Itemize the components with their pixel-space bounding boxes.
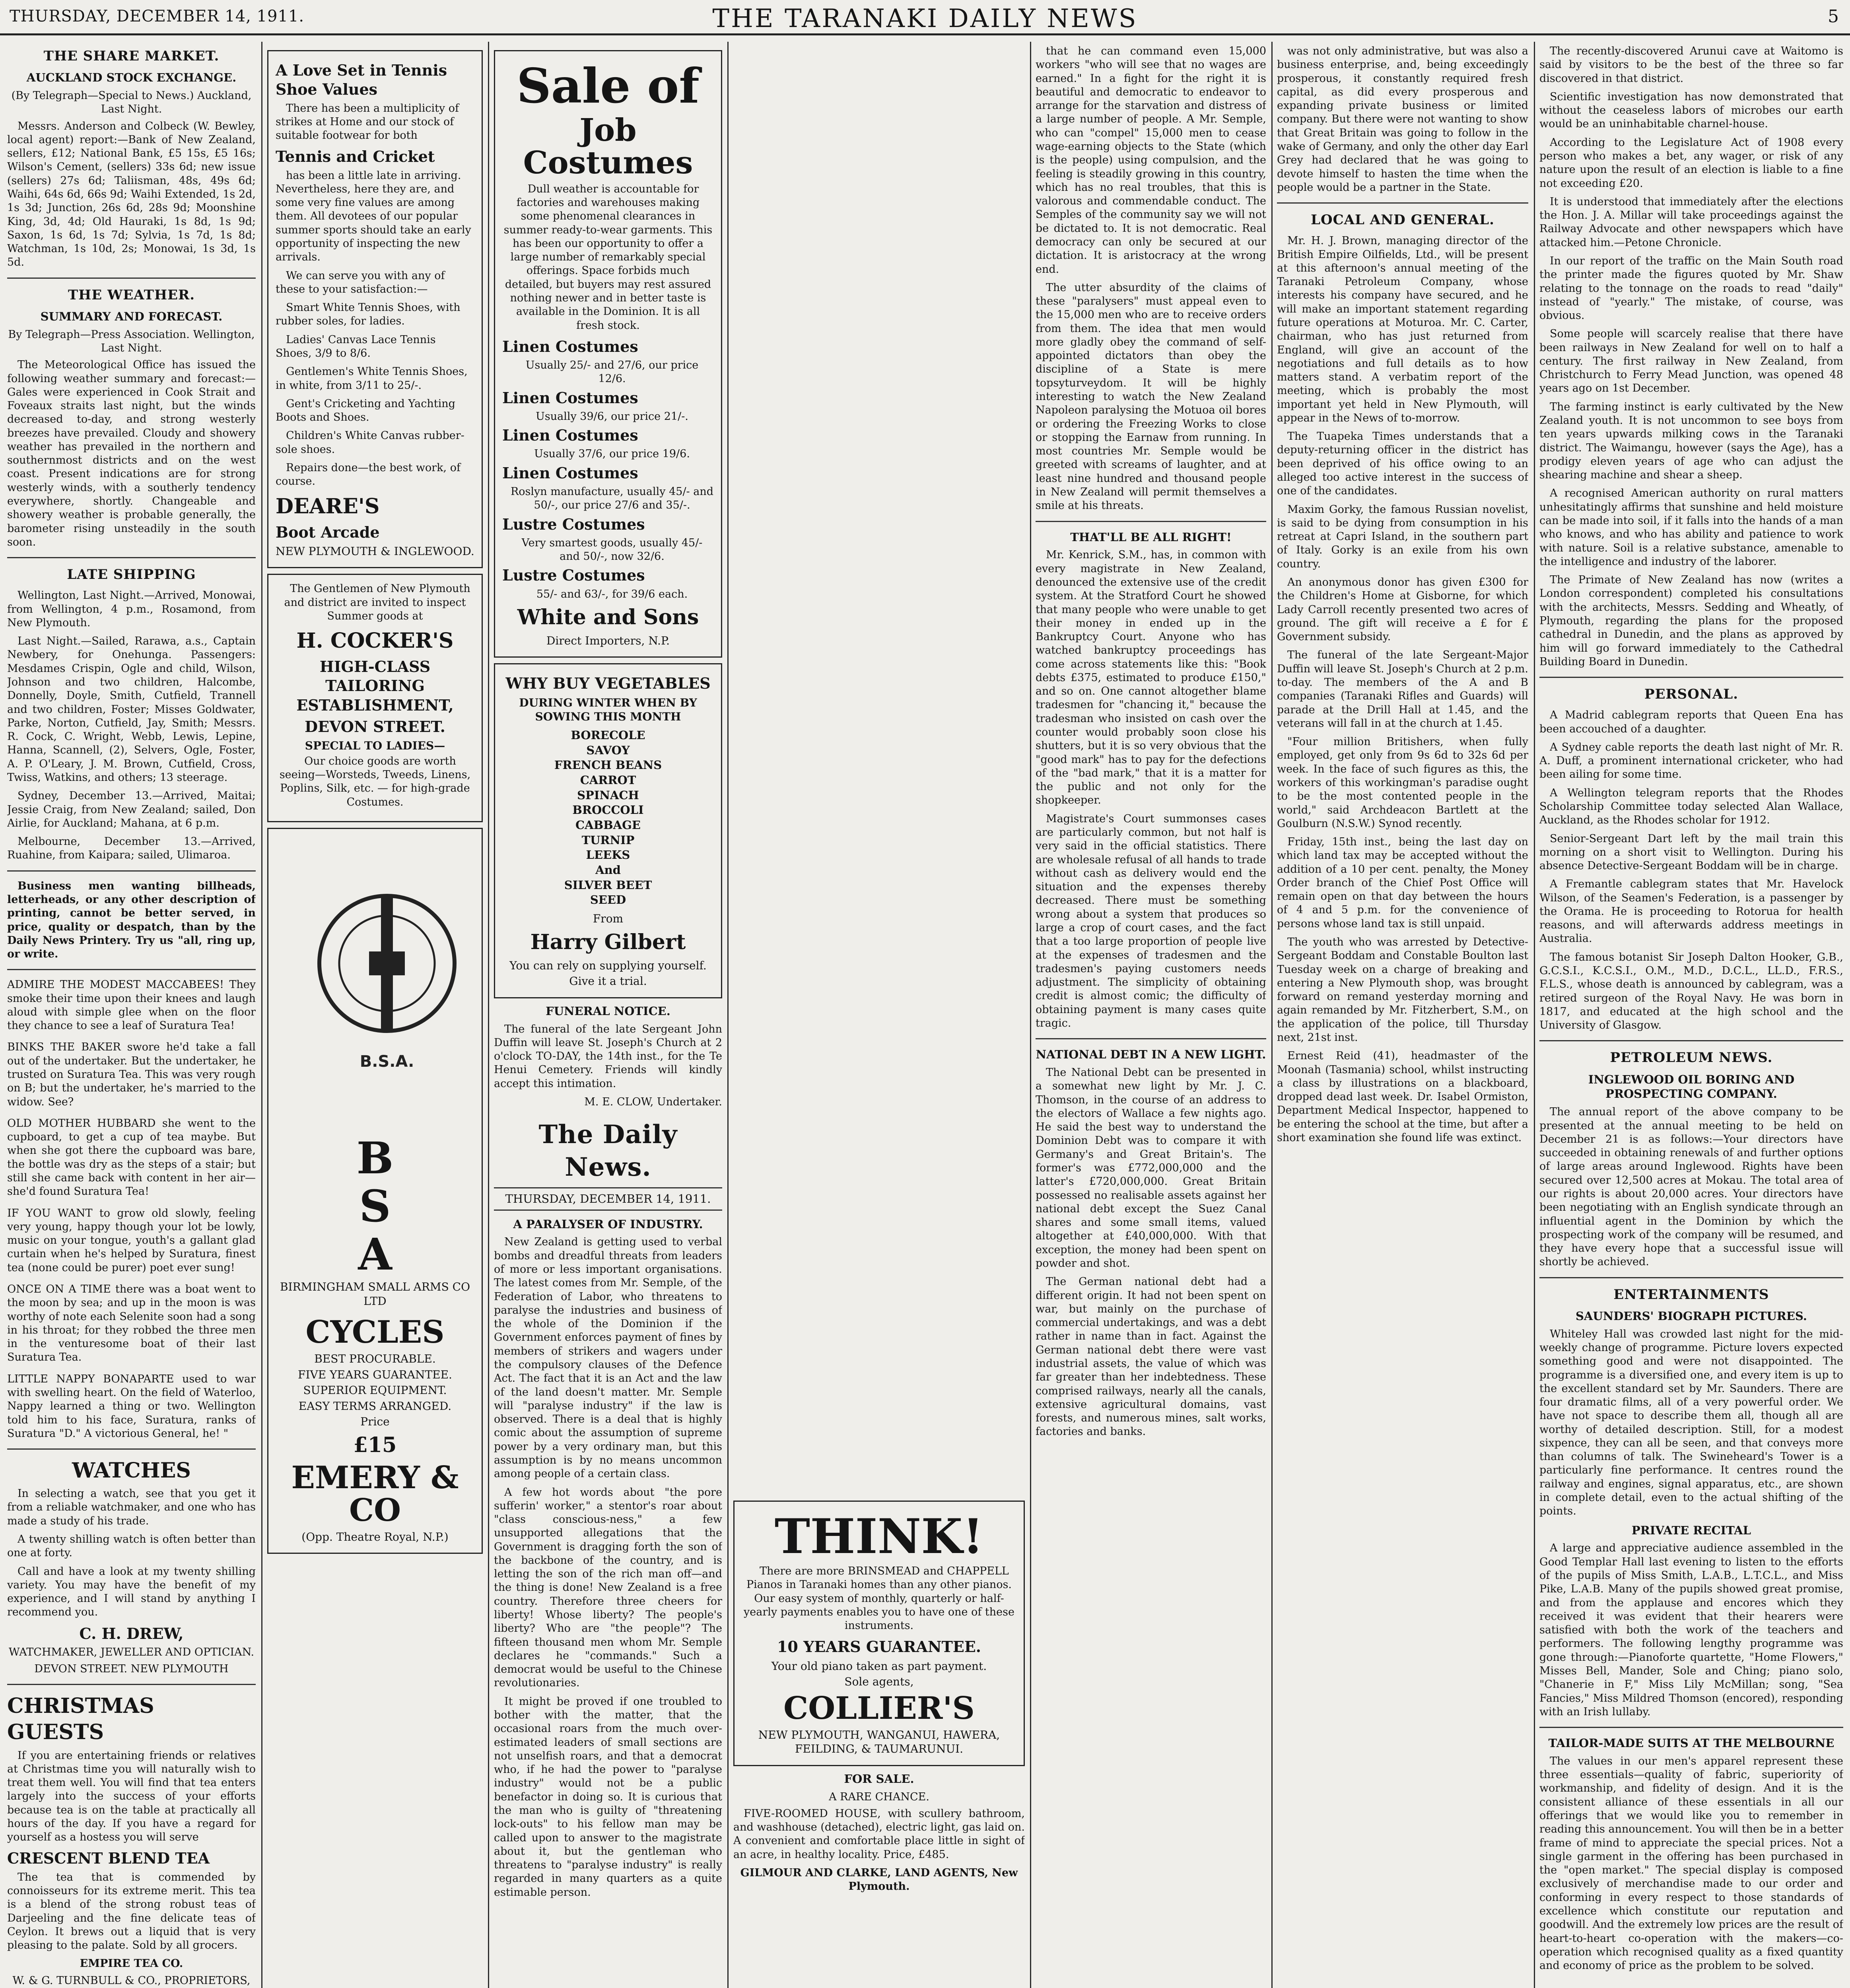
weather-subheading: SUMMARY AND FORECAST.	[40, 309, 223, 323]
tea-advert: LITTLE NAPPY BONAPARTE used to war with swelling heart. On the field of Waterloo, Nappy learned a thing or two. Wellington told him to his face, Suratura, ranks of Suratura "D." A victorious General, he! "	[7, 1373, 256, 1440]
running-head	[0, 0, 1850, 35]
empire-name: EMPIRE TEA CO.	[80, 1957, 183, 1970]
petroleum-heading: PETROLEUM NEWS.	[1610, 1050, 1773, 1066]
personal-item: Senior-Sergeant Dart left by the mail train this morning on a short visit to Wellington. During his absence Detective-Sergeant Boddam will be in charge.	[1539, 832, 1843, 872]
product-item: Gent's Cricketing and Yachting Boots and Shoes.	[276, 397, 455, 424]
personal-item: A Fremantle cablegram states that Mr. Havelock Wilson, of the Seamen's Federation, is a passenger by the Orama. He is proceeding to Rotorua for health reasons, and will afterwards address meetings in Australia.	[1539, 878, 1843, 945]
divider	[1539, 677, 1843, 678]
local-item: In our report of the traffic on the Main South road the printer made the figures quoted by Mr. Shaw relating to the tonnage on the roads to read "daily" instead of "yearly." The mistake, of course, was obvious.	[1539, 254, 1843, 322]
bsa-advert	[267, 828, 483, 1554]
shipping-item: Sydney, December 13.—Arrived, Maitai; Jessie Craig, from New Zealand; sailed, Don Airlie, for Auckland; Mahana, at 6 p.m.	[7, 790, 256, 829]
think-text: There are more BRINSMEAD and CHAPPELL Pianos in Taranaki homes than any other pianos. Our easy system of monthly, quarterly or half-yearly payments enables you to have one of these instruments.	[744, 1565, 1014, 1632]
vegetable-item: CABBAGE	[575, 818, 641, 832]
local-item: A recognised American authority on rural matters unhesitatingly affirms that sunshine and held moisture can be made into soil, if it falls into the hands of a man who knows, and who has ability and patience to work with nature. Soil is a relative substance, amenable to the intelligence and industry of the laborer.	[1539, 487, 1843, 568]
bsa-feature: SUPERIOR EQUIPMENT.	[303, 1384, 447, 1397]
vegetable-list	[502, 728, 714, 908]
entertainments-heading: ENTERTAINMENTS	[1613, 1286, 1769, 1303]
tailor-heading: TAILOR-MADE SUITS AT THE MELBOURNE	[1548, 1736, 1834, 1750]
white-sons-advert	[494, 50, 722, 658]
empire-proprietors: W. & G. TURNBULL & CO., PROPRIETORS,	[12, 1974, 251, 1987]
white-sons-name: White and Sons	[517, 605, 699, 629]
vegetable-item: SAVOY	[586, 743, 630, 757]
product-item: Smart White Tennis Shoes, with rubber soles, for ladies.	[276, 301, 461, 328]
petroleum-subheading: INGLEWOOD OIL BORING AND PROSPECTING COMPANY.	[1588, 1072, 1795, 1101]
product-item: Gentlemen's White Tennis Shoes, in white, from 3/11 to 25/-.	[276, 365, 468, 392]
share-report: Messrs. Anderson and Colbeck (W. Bewley, local agent) report:—Bank of New Zealand, sellers, £12; National Bank, £5 15s, £5 16s; Wilson's Cement, (sellers) 33s 6d; new issue (sellers) 27s 6d; Taliisman, 48s, 49s 6d; Waihi, 64s 6d, 66s 9d; Waihi Extended, 1s 2d, 1s 3d; Junction, 26s 6d, 28s 9d; Moonshine King, 3d, 4d; Old Hauraki, 1s 8d, 1s 9d; Saxon, 1s 6d, 1s 7d; Sylvia, 1s 7d, 1s 8d; Watchman, 1s 10d, 2s; Monowai, 1s 3d, 1s 5d.	[7, 120, 256, 269]
debt-continuation: was not only administrative, but was also a business enterprise, and, being exceedingly prosperous, it constantly required fresh capital, as did every prosperous and expanding private business or limited company. But there were not wanting to show that Great Britain was going to follow in the wake of Germany, and only the other day Earl Grey had declared that he was going to devote himself to hasten the time when the people would be a partner in the State.	[1277, 45, 1528, 194]
vegetable-item: SPINACH	[577, 788, 639, 802]
local-item: Some people will scarcely realise that there have been railways in New Zealand for well on to half a century. The first railway in New Zealand, from Christchurch to Ferry Mead Junction, was opened 48 years ago on 1st December.	[1539, 328, 1843, 395]
local-item: The recently-discovered Arunui cave at Waitomo is said by visitors to be the best of the three so far discovered in that district.	[1539, 45, 1843, 85]
cocker-name: H. COCKER'S	[296, 629, 454, 653]
local-item: Ernest Reid (41), headmaster of the Moonah (Tasmania) school, whilst instructing a class by illustrations on a blackboard, dropped dead last week. Dr. Isabel Ormiston, Department Medical Inspector, happened to be entering the school at the time, but after a short examination she found life was extinct.	[1277, 1050, 1528, 1144]
drew-trade: WATCHMAKER, JEWELLER AND OPTICIAN.	[8, 1646, 255, 1658]
product-item: Ladies' Canvas Lace Tennis Shoes, 3/9 to 8/6.	[276, 333, 436, 359]
job-costumes-heading: Job Costumes	[523, 112, 693, 181]
column-6	[1277, 45, 1528, 1988]
tea-advert: IF YOU WANT to grow old slowly, feeling very young, happy though your lot be lowly, music on your tongue, youth's a gallant glad curtain when he's helped by Suratura, finest tea (none could be purer) poet ever sung!	[7, 1207, 256, 1274]
emery-address: (Opp. Theatre Royal, N.P.)	[301, 1530, 449, 1543]
tea-advert: OLD MOTHER HUBBARD she went to the cupboard, to get a cup of tea maybe. But when she got there the cupboard was bare, the bottle was dry as the steps of a stair; but still she came back with content in her air—she'd found Suratura Tea!	[7, 1117, 256, 1198]
tea-advert: BINKS THE BAKER swore he'd take a fall out of the undertaker. But the undertaker, he trusted on Suratura Tea. This was very rough on B; but the undertaker, he's married to the widow. See?	[7, 1041, 256, 1108]
vegetable-item: CARROT	[580, 773, 636, 787]
bsa-price: £15	[353, 1433, 397, 1457]
vegetables-heading: WHY BUY VEGETABLES	[505, 674, 711, 693]
vegetable-item: SEED	[590, 893, 626, 907]
editorial-masthead: The Daily News.	[538, 1120, 678, 1182]
cocker-advert	[267, 574, 483, 822]
column-8	[1539, 45, 1843, 1988]
recital-review: A large and appreciative audience assembled in the Good Templar Hall last evening to listen to the efforts of the pupils of Miss Smith, L.A.B., L.T.C.L., and Miss Pike, L.A.B. Many of the pupils showed great promise, and from the applause and encores which they received it was evident that their hearers were satisfied with both the work of the teachers and performers. The following lengthy programme was gone through:—Pianoforte quartette, "Home Flowers," Misses Bell, Mander, Sole and Ching; piano solo, "Chanerie in F," Miss Lily McMillan; song, "Sea Fancies," Miss Mildred Thomson (encored), responding with an Irish lullaby.	[1539, 1542, 1843, 1718]
for-sale-agents: GILMOUR AND CLARKE, LAND AGENTS, New Plymouth.	[740, 1866, 1018, 1893]
shipping-item: Melbourne, December 13.—Arrived, Ruahine, from Kaipara; sailed, Ulimaroa.	[7, 835, 256, 862]
divider	[7, 1684, 256, 1685]
column-rule	[1271, 42, 1273, 1988]
for-sale-text: FIVE-ROOMED HOUSE, with scullery bathroom, and washhouse (detached), electric light, gas laid on. A convenient and comfortable place little in sight of an acre, in healthy locality. Price, £485.	[733, 1807, 1025, 1861]
editorial-dateline: THURSDAY, DECEMBER 14, 1911.	[494, 1187, 722, 1211]
page-number: 5	[1828, 6, 1839, 27]
bsa-feature: EASY TERMS ARRANGED.	[298, 1399, 452, 1413]
column-2	[267, 45, 483, 1988]
editorial-heading: A PARALYSER OF INDUSTRY.	[513, 1217, 703, 1231]
deare-address: NEW PLYMOUTH & INGLEWOOD.	[276, 544, 474, 558]
divider	[7, 278, 256, 279]
local-item: The Primate of New Zealand has now (writes a London correspondent) completed his consultations with the architects, Messrs. Sedding and Wheatly, of Plymouth, regarding the plans for the proposed cathedral in Dunedin, and the plans as approved by him will go forward immediately to the Cathedral Building Board in Dunedin.	[1539, 574, 1843, 668]
deare-name: DEARE'S	[276, 494, 380, 518]
column-rule	[1030, 42, 1031, 1988]
price-line: Usually 39/6, our price 21/-.	[536, 410, 688, 423]
linen-heading: Linen Costumes	[502, 464, 638, 482]
old-piano-line: Your old piano taken as part payment.	[771, 1659, 987, 1673]
watches-text: Call and have a look at my twenty shilling variety. You may have the benefit of my experience, and I will stand by anything I recommend you.	[7, 1565, 256, 1619]
vegetable-item: BORECOLE	[571, 728, 645, 742]
editorial-paragraph: that he can command even 15,000 workers "who will see that no wages are earned." In a fight for the right it is beautiful and democratic to endeavor to arrange for the starvation and distress of a large number of people. A Mr. Semple, who can "compel" 15,000 men to cease wage-earning objects to the State (which is the people) using compulsion, and the feeling is steadily growing in this country, which has no real troubles, that this is valorous and commendable conduct. The Semples of the community say we will not be dictated to. It is not democratic. Real democracy can only be secured at our dictation. It is aristocracy at the wrong end.	[1036, 45, 1266, 276]
national-debt-heading: NATIONAL DEBT IN A NEW LIGHT.	[1036, 1048, 1266, 1062]
guarantee-line: 10 YEARS GUARANTEE.	[777, 1638, 981, 1656]
column-rule	[1534, 42, 1535, 1988]
divider	[1277, 202, 1528, 204]
local-item: The Tuapeka Times understands that a deputy-returning officer in the district has been deprived of his office owing to an alleged too active interest in the success of one of the candidates.	[1277, 430, 1528, 497]
watches-text: A twenty shilling watch is often better than one at forty.	[7, 1533, 256, 1559]
sale-heading: Sale of	[517, 58, 700, 114]
colliers-towns: NEW PLYMOUTH, WANGANUI, HAWERA, FEILDING, & TAUMARUNUI.	[758, 1728, 1000, 1756]
crescent-heading: CRESCENT BLEND TEA	[7, 1849, 210, 1868]
credit-article-paragraph: Magistrate's Court summonses cases are particularly common, but not half is very said in the official statistics. There are wholesale refusal of all hands to trade without cash as delivery would end the situation and the expenses thereby decreased. There must be something wrong about a system that produces so large a crop of court cases, and the fact that a too large proportion of people live at the expenses of tradesmen and the tradesmen's paying customers needs adjustment. The simplicity of obtaining credit is almost comic; the difficulty of obtaining payment is many cases quite tragic.	[1036, 812, 1266, 1029]
weather-byline: By Telegraph—Press Association. Wellington, Last Night.	[8, 328, 255, 354]
local-item: Maxim Gorky, the famous Russian novelist, is said to be dying from consumption in his retreat at Capri Island, in the southern part of Italy. Gorky is an exile from his own country.	[1277, 503, 1528, 570]
editorial-paragraph: New Zealand is getting used to verbal bombs and dreadful threats from leaders of more or less important organisations. The latest comes from Mr. Semple, of the Federation of Labor, who threatens to paralyse the industries and business of the whole of the Dominion if the Government enforces payment of fines by members of strikers and wagers under the compulsory clauses of the Defence Act. The fact that it is an Act and the law of the land doesn't matter. Mr. Semple will "paralyse industry" if the law is observed. There is a deal that is highly comic about the assumption of supreme power by a very ordinary man, but this assumption is by no means uncommon among people of a certain class.	[494, 1236, 722, 1480]
column-4	[733, 1495, 1025, 1988]
local-item: The funeral of the late Sergeant-Major Duffin will leave St. Joseph's Church at 2 p.m. to-day. The members of the A and B companies (Taranaki Rifles and Guards) will parade at the Drill Hall at 1.45, and the veterans will fall in at the church at 1.45.	[1277, 649, 1528, 730]
vegetable-item: SILVER BEET	[564, 878, 652, 892]
svg-text:B.S.A.: B.S.A.	[360, 1052, 414, 1071]
sole-agents-label: Sole agents,	[844, 1675, 914, 1689]
funeral-text: The funeral of the late Sergeant John Duffin will leave St. Joseph's Church at 2 o'clock TO-DAY, the 14th inst., for the Te Henui Cemetery. Friends will kindly accept this intimation.	[494, 1023, 722, 1090]
price-line: Roslyn manufacture, usually 45/- and 50/-, our price 27/6 and 35/-.	[510, 485, 714, 512]
cocker-special: SPECIAL TO LADIES—	[305, 739, 445, 753]
deare-advert	[267, 50, 483, 568]
lustre-heading: Lustre Costumes	[502, 566, 645, 584]
personal-item: The famous botanist Sir Joseph Dalton Hooker, G.B., G.C.S.I., K.C.S.I., O.M., M.D., D.C.L., LL.D., F.R.S., F.L.S., whose death is announced by cablegram, was a retired surgeon of the Royal Navy. He was born in 1817, and educated at the high school and the University of Glasgow.	[1539, 951, 1843, 1032]
price-line: 55/- and 63/-, for 39/6 each.	[536, 588, 688, 600]
column-rule	[488, 42, 489, 1988]
local-item: According to the Legislature Act of 1908 every person who makes a bet, any wager, or risk of any nature upon the result of an election is liable to a fine not exceeding £20.	[1539, 136, 1843, 190]
divider	[1539, 1277, 1843, 1278]
editorial-paragraph: The utter absurdity of the claims of these "paralysers" must appeal even to the 15,000 men who are to receive orders from them. The idea that men would more gladly obey the command of self-appointed dictators than obey the discipline of a State is mere topsyturveydom. It will be highly interesting to watch the New Zealand Napoleon paralysing the Motuoa oil bores or ordering the Freezing Works to close or stopping the Earnaw from running. In most countries Mr. Semple would be greeted with screams of laughter, and at least nine hundred and thousand people in New Zealand will permit themselves a smile at his threats.	[1036, 281, 1266, 512]
from-label: From	[593, 912, 624, 926]
guests-text: If you are entertaining friends or relatives at Christmas time you will naturally wish to treat them well. You will find that tea enters largely into the success of your efforts because tea is on the table at practically all hours of the day. If you have a regard for yourself as a hostess you will serve	[7, 1749, 256, 1844]
biograph-heading: SAUNDERS' BIOGRAPH PICTURES.	[1575, 1309, 1807, 1323]
cycles-heading: CYCLES	[305, 1314, 445, 1351]
gilbert-line: You can rely on supplying yourself.	[509, 959, 707, 972]
personal-item: A Sydney cable reports the death last night of Mr. R. A. Duff, a prominent international cricketer, who had been ailing for some time.	[1539, 741, 1843, 781]
bsa-logo-icon	[288, 844, 462, 1130]
lustre-heading: Lustre Costumes	[502, 515, 645, 533]
local-item: Mr. H. J. Brown, managing director of the British Empire Oilfields, Ltd., will be present at this afternoon's annual meeting of the Taranaki Petroleum Company, whose interests his company have secured, and he will make an important statement regarding future operations at Moturoa. Mr. C. Carter, chairman, who has just returned from England, will give an account of the negotiations and full details as to how matters stand. A verbatim report of the meeting, which is probably the most important yet held in New Plymouth, will appear in the News of to-morrow.	[1277, 235, 1528, 424]
vegetable-item: TURNIP	[581, 833, 635, 847]
credit-article-paragraph: Mr. Kenrick, S.M., has, in common with every magistrate in New Zealand, denounced the extensive use of the credit system. At the Stratford Court he showed that many people who were unable to get their money in ended up in the Bankruptcy Court. Anyone who has watched bankruptcy proceedings has come across statements like this: "Book debts £375, estimated to produce £150," and so on. One cannot altogether blame tradesmen for "chancing it," because the tradesman who insisted on cash over the counter would probably soon close his shutters, but it is so very obvious that the "good mark" has to pay for the defections of the "bad mark," that it is a matter for the public and not only for the shopkeeper.	[1036, 549, 1266, 807]
divider	[7, 1448, 256, 1450]
bsa-price-label: Price	[360, 1415, 390, 1429]
guests-heading: CHRISTMAS GUESTS	[7, 1694, 154, 1745]
biograph-review: Whiteley Hall was crowded last night for the mid-weekly change of programme. Picture lovers expected something good and were not disappointed. The programme is a diversified one, and every item is up to the excellent standard set by Mr. Saunders. There are four dramatic films, all of a very powerful order. We have not space to describe them all, though all are worthy of detailed description. Still, for a modest sixpence, they can all be seen, and that conveys more than columns of talk. The Swineheard's Tower is a particularly fine performance. It centres round the railway and engines, signal apparatus, etc., are shown in complete detail, even to the actual shifting of the points.	[1539, 1328, 1843, 1518]
emery-name: EMERY & CO	[291, 1459, 459, 1528]
printery-notice: Business men wanting billheads, letterheads, or any other description of printing, cannot be better served, in price, quality or despatch, than by the Daily News Printery. Try us "all, ring up, or write.	[7, 879, 256, 961]
local-general-heading: LOCAL AND GENERAL.	[1311, 212, 1494, 228]
linen-heading: Linen Costumes	[502, 388, 638, 407]
issue-date: THURSDAY, DECEMBER 14, 1911.	[10, 7, 305, 25]
cocker-establishment: HIGH-CLASS TAILORING ESTABLISHMENT,	[296, 658, 454, 714]
funeral-signature: M. E. CLOW, Undertaker.	[584, 1095, 722, 1108]
local-item: It is understood that immediately after the elections the Hon. J. A. Millar will take proceedings against the Railway Advocate and other newspapers which have attacked him.—Petone Chronicle.	[1539, 195, 1843, 249]
drew-name: C. H. DREW,	[79, 1624, 184, 1642]
shipping-heading: LATE SHIPPING	[67, 567, 196, 583]
cocker-intro: The Gentlemen of New Plymouth and district are invited to inspect Summer goods at	[284, 582, 470, 622]
bsa-letter: B	[356, 1132, 394, 1184]
gilbert-name: Harry Gilbert	[530, 930, 686, 954]
divider	[1539, 1040, 1843, 1041]
bsa-feature: BEST PROCURABLE.	[314, 1352, 436, 1366]
local-item: The farming instinct is early cultivated by the New Zealand youth. It is not uncommon to see boys from ten years upwards milking cows in the Taranaki district. The Waimangu, however (says the Age), has a prodigy eleven years of age who can adjust the shearing machine and shear a sheep.	[1539, 400, 1843, 481]
love-set-heading: A Love Set in Tennis Shoe Values	[276, 61, 447, 99]
petroleum-report: The annual report of the above company to be presented at the annual meeting to be held on December 21 is as follows:—Your directors have succeeded in obtaining renewals of and further options of large areas around Inglewood. Rights have been secured over 12,500 acres at Mokau. The total area of our rights is about 20,000 acres. Your directors have been negotiating with an English syndicate through an influential agent in the Dominion by which the prospecting work of the company will be resumed, and they have every hope that a successful issue will shortly be achieved.	[1539, 1106, 1843, 1268]
column-5	[1036, 45, 1266, 1988]
local-item: Scientific investigation has now demonstrated that without the ceaseless labors of microbes our earth would be an uninhabitable charnel-house.	[1539, 90, 1843, 130]
price-line: Very smartest goods, usually 45/- and 50/-, now 32/6.	[521, 536, 703, 563]
local-item: The youth who was arrested by Detective-Sergeant Boddam and Constable Boulton last Tuesday week on a charge of breaking and entering a New Plymouth shop, was brought forward on remand yesterday morning and again remanded by Mr. Fitzherbert, S.M., on the application of the police, till Thursday next, 21st inst.	[1277, 936, 1528, 1044]
national-debt-paragraph: The National Debt can be presented in a somewhat new light by Mr. J. C. Thomson, in the course of an address to the electors of Wallace a few nights ago. He said the best way to understand the Dominion Debt was to compare it with Germany's and Great Britain's. The former's was £772,000,000 and the latter's £720,000,000. Great Britain possessed no realisable assets against her national debt except the Suez Canal shares and some small items, valued altogether at £40,000,000. With that exception, the money had been spent on powder and shot.	[1036, 1066, 1266, 1270]
credit-article-heading: THAT'LL BE ALL RIGHT!	[1070, 530, 1232, 544]
column-rule	[261, 42, 262, 1988]
cocker-special-text: Our choice goods are worth seeing—Worsteds, Tweeds, Linens, Poplins, Silk, etc. — for high-grade Costumes.	[279, 755, 471, 808]
price-line: Usually 25/- and 27/6, our price 12/6.	[525, 359, 699, 385]
bsa-emblem	[276, 844, 474, 1308]
deare-sub: Boot Arcade	[276, 523, 380, 541]
serve-intro: We can serve you with any of these to your satisfaction:—	[276, 269, 445, 295]
vegetable-item: FRENCH BEANS	[554, 758, 662, 772]
share-byline: (By Telegraph—Special to News.) Auckland, Last Night.	[11, 89, 252, 116]
product-item: Repairs done—the best work, of course.	[276, 461, 461, 488]
linen-heading: Linen Costumes	[502, 337, 638, 355]
tea-advert: ADMIRE THE MODEST MACCABEES! They smoke their time upon their knees and laugh aloud with simple glee when on the floor they chance to see a leaf of Suratura Tea!	[7, 978, 256, 1032]
vegetable-item: LEEKS	[586, 848, 630, 862]
linen-heading: Linen Costumes	[502, 426, 638, 445]
gilbert-advert	[494, 663, 722, 998]
personal-item: A Wellington telegram reports that the Rhodes Scholarship Committee today selected Alan Wallace, Auckland, as the Rhodes scholar for 1912.	[1539, 786, 1843, 827]
share-market-heading: THE SHARE MARKET.	[43, 48, 220, 64]
divider	[1036, 1038, 1266, 1039]
weather-heading: THE WEATHER.	[68, 287, 195, 303]
watches-heading: WATCHES	[72, 1458, 191, 1483]
tailor-text: The values in our men's apparel represent these three essentials—quality of fabric, superiority of workmanship, and fidelity of design. And it is the consistent alliance of these essentials in all our offerings that we would like you to remember in reading this announcement. You will then be in a better frame of mind to appreciate the special prices. Not a single garment in the offering has been purchased in the "open market." The special display is composed exclusively of merchandise made to our order and conforming in every respect to those standards of excellence which constitute our reputation and goodwill. And the extremely low prices are the result of heart-to-heart co-operation with the makers—co-operation which recognised quality as a fixed quantity and economy of price as the problem to be solved.	[1539, 1755, 1843, 1972]
think-heading: THINK!	[774, 1508, 984, 1565]
watches-text: In selecting a watch, see that you get it from a reliable watchmaker, and one who has made a study of his trade.	[7, 1487, 256, 1527]
vegetable-item: BROCCOLI	[572, 803, 644, 817]
love-set-intro: There has been a multiplicity of strikes at Home and our stock of suitable footwear for both	[276, 102, 459, 142]
bsa-ring-text: BIRMINGHAM SMALL ARMS CO LTD	[280, 1280, 470, 1308]
personal-heading: PERSONAL.	[1644, 686, 1739, 703]
vegetables-sub: DURING WINTER WHEN BY SOWING THIS MONTH	[519, 696, 697, 724]
tennis-heading: Tennis and Cricket	[276, 148, 435, 166]
tennis-text: has been a little late in arriving. Nevertheless, here they are, and some very fine values are among them. All devotees of our popular summer sports should take an early opportunity of inspecting the new arrivals.	[276, 169, 471, 264]
drew-address: DEVON STREET. NEW PLYMOUTH	[34, 1663, 229, 1675]
bsa-letter: A	[358, 1229, 392, 1280]
vegetable-item: And	[595, 863, 621, 877]
column-3	[494, 45, 722, 1988]
for-sale-sub: A RARE CHANCE.	[829, 1790, 929, 1803]
funeral-heading: FUNERAL NOTICE.	[546, 1004, 670, 1018]
for-sale-heading: FOR SALE.	[844, 1772, 914, 1786]
editorial-paragraph: A few hot words about "the pore sufferin' worker," a stentor's roar about "class conscious-ness," a few unsupported allegations that the Government is dragging forth the son of the backbone of the country, and is letting the son of the rich man off—and the thing is done! New Zealand is a free country. Therefore three cheers for liberty! Whose liberty? The people's liberty? Who are "the people"? The fifteen thousand men whom Mr. Semple declares he "commands." Such a democrat would be useful to the Chinese revolutionaries.	[494, 1486, 722, 1689]
divider	[7, 870, 256, 872]
colliers-advert	[733, 1501, 1025, 1766]
cocker-street: DEVON STREET.	[305, 717, 445, 736]
divider	[1539, 1727, 1843, 1728]
weather-report: The Meteorological Office has issued the following weather summary and forecast:—Gales were experienced in Cook Strait and Foveaux straits last night, but the winds decreased to-day, and strong westerly breezes have prevailed. Cloudy and showery weather has prevailed in the northern and southernmost districts and on the west coast. Present indications are for strong westerly winds, with a southerly tendency everywhere, shortly. Changeable and showery weather is probable generally, the barometer rising unsteadily in the south soon.	[7, 359, 256, 548]
local-item: "Four million Britishers, when fully employed, get only from 9s 6d to 32s 6d per week. In the face of such figures as this, the workers of this workingman's paradise ought to be the most contented people in the world," said Archdeacon Bartlett at the Goulburn (N.S.W.) Synod recently.	[1277, 736, 1528, 830]
personal-item: A Madrid cablegram reports that Queen Ena has been accouched of a daughter.	[1539, 709, 1843, 735]
divider	[7, 557, 256, 558]
local-item: Friday, 15th inst., being the last day on which land tax may be accepted without the addition of a 10 per cent. penalty, the Money Order branch of the Chief Post Office will remain open on that day between the hours of 4 and 5 p.m. for the convenience of persons whose land tax is still unpaid.	[1277, 836, 1528, 930]
sale-text: Dull weather is accountable for factories and warehouses making some phenomenal clearances in summer ready-to-wear garments. This has been our opportunity to offer a large number of remarkably special offerings. Space forbids much detailed, but buyers may rest assured nothing newer and in better taste is available in the Dominion. It is all fresh stock.	[503, 182, 713, 332]
national-debt-paragraph: The German national debt had a different origin. It had not been spent on war, but mainly on the purchase of commercial undertakings, and was a debt rather in name than in fact. Against the German national debt there were vast industrial assets, the value of which was far greater than her indebtedness. These comprised railways, nearly all the canals, extensive agricultural domains, vast forests, and numerous mines, salt works, factories and banks.	[1036, 1276, 1266, 1438]
gilbert-trial: Give it a trial.	[569, 975, 647, 988]
tea-advert: ONCE ON A TIME there was a boat went to the moon by sea; and up in the moon is was worthy of note each Selenite soon had a song in his throat; for they robbed the three men in the venturesome boat of their last Suratura Tea.	[7, 1283, 256, 1364]
divider	[1036, 521, 1266, 522]
local-item: An anonymous donor has given £300 for the Children's Home at Gisborne, for which Lady Carroll recently presented two acres of ground. The gift will receive a £ for £ Government subsidy.	[1277, 576, 1528, 643]
price-line: Usually 37/6, our price 19/6.	[534, 448, 690, 460]
newspaper-title: THE TARANAKI DAILY NEWS	[712, 4, 1138, 33]
shipping-item: Wellington, Last Night.—Arrived, Monowai, from Wellington, 4 p.m., Rosamond, from New Plymouth.	[7, 589, 256, 629]
editorial-paragraph: It might be proved if one troubled to bother with the matter, that the occasional roars from the much over-estimated leaders of small sections are not unselfish roars, and that a democrat who, if he had the power to "paralyse industry" would not be a public benefactor in doing so. It is curious that the man who is guilty of "threatening lock-outs" to his fellow man may be called upon to answer to the magistrate about it, but the gentleman who threatens to "paralyse industry" is really regarded in many quarters as a quite estimable person.	[494, 1695, 722, 1899]
stock-exchange-subheading: AUCKLAND STOCK EXCHANGE.	[26, 71, 237, 85]
column-1	[7, 45, 256, 1988]
product-item: Children's White Canvas rubber-sole shoes.	[276, 429, 464, 456]
column-rule	[727, 42, 729, 1988]
bsa-letter: S	[359, 1180, 391, 1232]
divider	[7, 969, 256, 970]
white-sons-sub: Direct Importers, N.P.	[546, 634, 670, 647]
crescent-text: The tea that is commended by connoisseurs for its extreme merit. This tea is a blend of the strong robust teas of Darjeeling and the fine delicate teas of Ceylon. It brews out a liquid that is very pleasing to the palate. Sold by all grocers.	[7, 1871, 256, 1952]
recital-heading: PRIVATE RECITAL	[1631, 1523, 1751, 1537]
bsa-feature: FIVE YEARS GUARANTEE.	[298, 1368, 452, 1381]
shipping-item: Last Night.—Sailed, Rarawa, a.s., Captain Newbery, for Onehunga. Passengers: Mesdames Crispin, Ogle and child, Wilson, Johnson and two children, Halcombe, Donnelly, Doyle, Smith, Cutfield, Trannell and two children, Foster; Misses Goldwater, Parke, Norton, Cutfield, Jay, Smith; Messrs. R. Cock, C. Wright, Webb, Lewis, Lepine, Hanna, Scannell, (2), Selvers, Ogle, Foster, A. P. O'Leary, J. M. Brown, Cutfield, Cross, Twiss, Watkins, and others; 13 steerage.	[7, 635, 256, 784]
colliers-name: COLLIER'S	[783, 1690, 975, 1726]
